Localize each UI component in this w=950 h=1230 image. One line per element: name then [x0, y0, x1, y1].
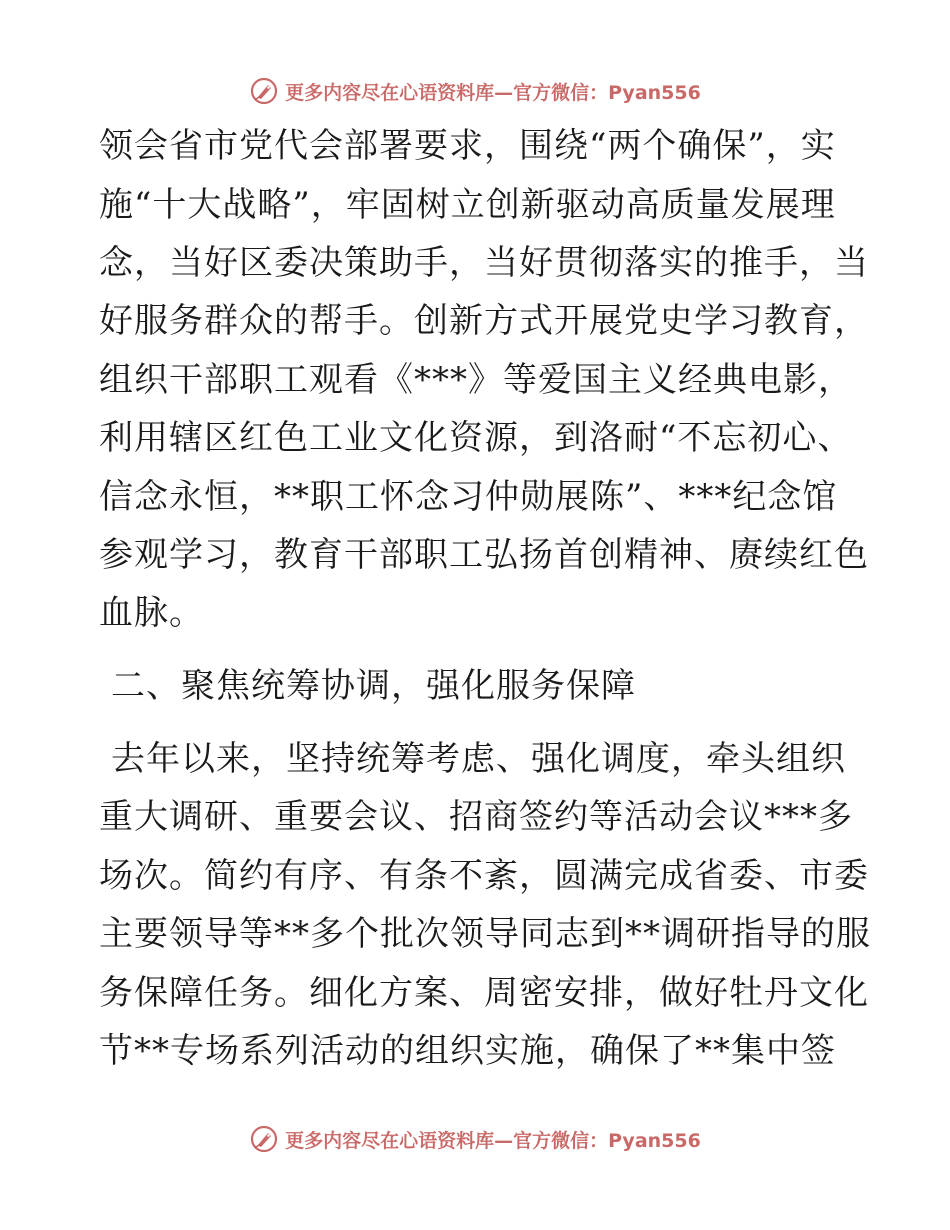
footer-watermark — [0, 1119, 950, 1159]
paragraph-line: 施“十大战略”，牢固树立创新驱动高质量发展理 — [99, 185, 836, 225]
section-heading: 二、聚焦统筹协调，强化服务保障 — [111, 666, 636, 706]
pen-nib-logo-icon — [249, 76, 279, 106]
pen-nib-logo-icon — [249, 1124, 279, 1154]
paragraph-line: 务保障任务。细化方案、周密安排，做好牡丹文化 — [99, 973, 869, 1013]
paragraph-line: 参观学习，教育干部职工弘扬首创精神、赓续红色 — [99, 535, 869, 575]
paragraph-line: 主要领导等**多个批次领导同志到**调研指导的服 — [99, 914, 871, 954]
watermark-text: 更多内容尽在心语资料库—官方微信：Pyan556 — [285, 81, 701, 104]
paragraph-line: 信念永恒，**职工怀念习仲勋展陈”、***纪念馆 — [99, 477, 838, 517]
paragraph-line: 念，当好区委决策助手，当好贯彻落实的推手，当 — [99, 243, 869, 283]
paragraph-line: 节**专场系列活动的组织实施，确保了**集中签 — [99, 1031, 836, 1071]
paragraph-line: 场次。简约有序、有条不紊，圆满完成省委、市委 — [99, 856, 869, 896]
paragraph-line: 血脉。 — [99, 593, 204, 633]
paragraph-line: 利用辖区红色工业文化资源，到洛耐“不忘初心、 — [99, 418, 853, 458]
paragraph-line: 去年以来，坚持统筹考虑、强化调度，牵头组织 — [111, 739, 846, 779]
paragraph-line: 组织干部职工观看《***》等爱国主义经典电影， — [99, 360, 853, 400]
paragraph-line: 好服务群众的帮手。创新方式开展党史学习教育， — [99, 301, 869, 341]
watermark-text: 更多内容尽在心语资料库—官方微信：Pyan556 — [285, 1129, 701, 1152]
paragraph-line: 领会省市党代会部署要求，围绕“两个确保”，实 — [99, 126, 836, 166]
paragraph-line: 重大调研、重要会议、招商签约等活动会议***多 — [99, 797, 853, 837]
header-watermark — [0, 71, 950, 111]
